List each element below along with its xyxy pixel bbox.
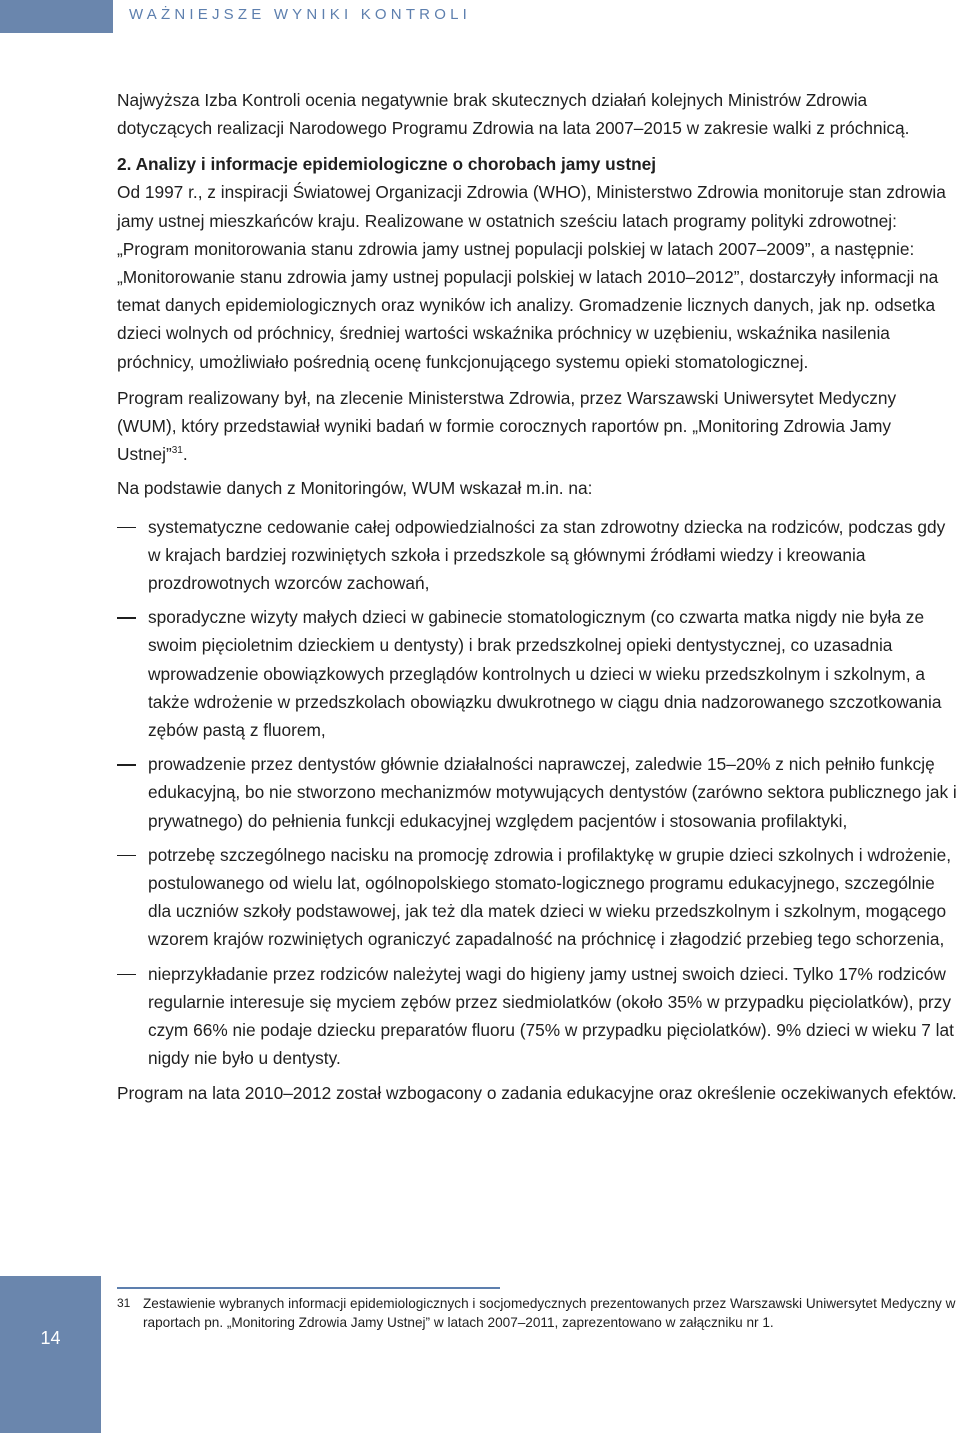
header-color-block bbox=[0, 0, 113, 33]
dash-bullet-icon bbox=[117, 974, 136, 975]
dash-bullet-icon bbox=[117, 527, 136, 528]
section-heading: 2. Analizy i informacje epidemiologiczne o chorobach jamy ustnej bbox=[117, 154, 657, 175]
running-header-title: WAŻNIEJSZE WYNIKI KONTROLI bbox=[129, 6, 471, 23]
dash-bullet-icon bbox=[117, 617, 136, 618]
list-item bbox=[117, 750, 960, 835]
dash-bullet-icon bbox=[117, 855, 136, 856]
paragraph-wum-findings-intro: Na podstawie danych z Monitoringów, WUM wskazał m.in. na: bbox=[117, 478, 593, 499]
list-item bbox=[117, 841, 960, 954]
list-item-text: nieprzykładanie przez rodziców należytej wagi do higieny jamy ustnej swoich dzieci. Tylko 17% rodziców regularnie interesuje się myciem zębów przez siedmiolatków (około 35% w przypadku pięciolatków), przy czym 66% nie podaje dziecku preparatów fluoru (75% w przypadku pięciolatków). 9% dzieci w wieku 7 lat nigdy nie było u dentysty. bbox=[148, 963, 954, 1069]
list-item-text: sporadyczne wizyty małych dzieci w gabinecie stomatologicznym (co czwarta matka nigdy nie była ze swoim pięcioletnim dzieckiem u dentysty) i brak przedszkolnej opieki dentystycznej, co uzasadnia wprowadzenie obowiązkowych przeglądów kontrolnych u dzieci w wieku przedszkolnym i szkolnym, a także wdrożenie w przedszkolach obowiązku dwukrotnego w ciągu dnia nadzorowanego szczotkowania zębów pastą z fluorem, bbox=[148, 607, 942, 741]
list-item bbox=[117, 513, 960, 598]
list-item-text: systematyczne cedowanie całej odpowiedzialności za stan zdrowotny dziecka na rodziców, podczas gdy w krajach bardziej rozwiniętych szkoła i przedszkole są głównymi źródłami wiedzy i kreowania prozdrowotnych wzorców zachowań, bbox=[148, 516, 946, 594]
footnote-text: Zestawienie wybranych informacji epidemiologicznych i socjomedycznych prezentowanych przez Warszawski Uniwersytet Medyczny w raportach pn. „Monitoring Zdrowia Jamy Ustnej” w latach 2007–2011, zaprezentowano w załączniku nr 1. bbox=[143, 1296, 956, 1330]
page-body bbox=[117, 86, 960, 1107]
paragraph-wum-program-end: . bbox=[182, 444, 188, 465]
paragraph-nik-assessment: Najwyższa Izba Kontroli ocenia negatywnie brak skutecznych działań kolejnych Ministrów Zdrowia dotyczących realizacji Narodowego Programu Zdrowia na lata 2007–2015 w zakresie walki z próchnicą. bbox=[117, 90, 910, 139]
paragraph-closing: Program na lata 2010–2012 został wzbogacony o zadania edukacyjne oraz określenie oczekiwanych efektów. bbox=[117, 1082, 957, 1103]
list-item bbox=[117, 603, 960, 744]
paragraph-wum-program bbox=[117, 384, 960, 469]
paragraph-wum-program-text: Program realizowany był, na zlecenie Ministerstwa Zdrowia, przez Warszawski Uniwersytet Medyczny (WUM), który przedstawiał wyniki badań w formie corocznych raportów pn. „Monitoring Zdrowia Jamy Ustnej” bbox=[117, 387, 897, 465]
footnote-number: 31 bbox=[117, 1296, 131, 1310]
dash-bullet-icon bbox=[117, 764, 136, 765]
findings-list bbox=[117, 513, 960, 1073]
page-number-block bbox=[0, 1276, 101, 1433]
list-item-text: potrzebę szczególnego nacisku na promocję zdrowia i profilaktykę w grupie dzieci szkolnych i wdrożenie, postulowanego od wielu lat, ogólnopolskiego stomato-logicznego programu edukacyjnego, szczególnie dla uczniów szkoły podstawowej, jak też dla matek dzieci w wieku przedszkolnym i szkolnym, mogącego wzorem krajów rozwiniętych ograniczyć zapadalność na próchnicę i złagodzić przebieg tego schorzenia, bbox=[148, 844, 952, 950]
footnote-reference[interactable]: 31 bbox=[171, 445, 183, 457]
page-number: 14 bbox=[40, 1328, 61, 1348]
footnote-divider bbox=[117, 1287, 500, 1289]
list-item-text: prowadzenie przez dentystów głównie działalności naprawczej, zaledwie 15–20% z nich pełniło funkcję edukacyjną, bo nie stworzono mechanizmów motywujących dentystów (zarówno sektora publicznego jak i prywatnego) do pełnienia funkcji edukacyjnej względem pacjentów i stosowania profilaktyki, bbox=[148, 754, 957, 831]
list-item bbox=[117, 960, 960, 1073]
paragraph-monitoring-history: Od 1997 r., z inspiracji Światowej Organizacji Zdrowia (WHO), Ministerstwo Zdrowia monitoruje stan zdrowia jamy ustnej mieszkańców kraju. Realizowane w ostatnich sześciu latach programy polityki zdrowotnej: „Program monitorowania stanu zdrowia jamy ustnej populacji polskiej w latach 2007–2009”, a następnie: „Monitorowanie stanu zdrowia jamy ustnej populacji polskiej w latach 2010–2012”, dostarczyły informacji na temat danych epidemiologicznych oraz wyników ich analizy. Gromadzenie licznych danych, jak np. odsetka dzieci wolnych od próchnicy, średniej wartości wskaźnika próchnicy w uzębieniu, wskaźnika nasilenia próchnicy, umożliwiało pośrednią ocenę funkcjonującego systemu opieki stomatologicznej. bbox=[117, 182, 946, 372]
